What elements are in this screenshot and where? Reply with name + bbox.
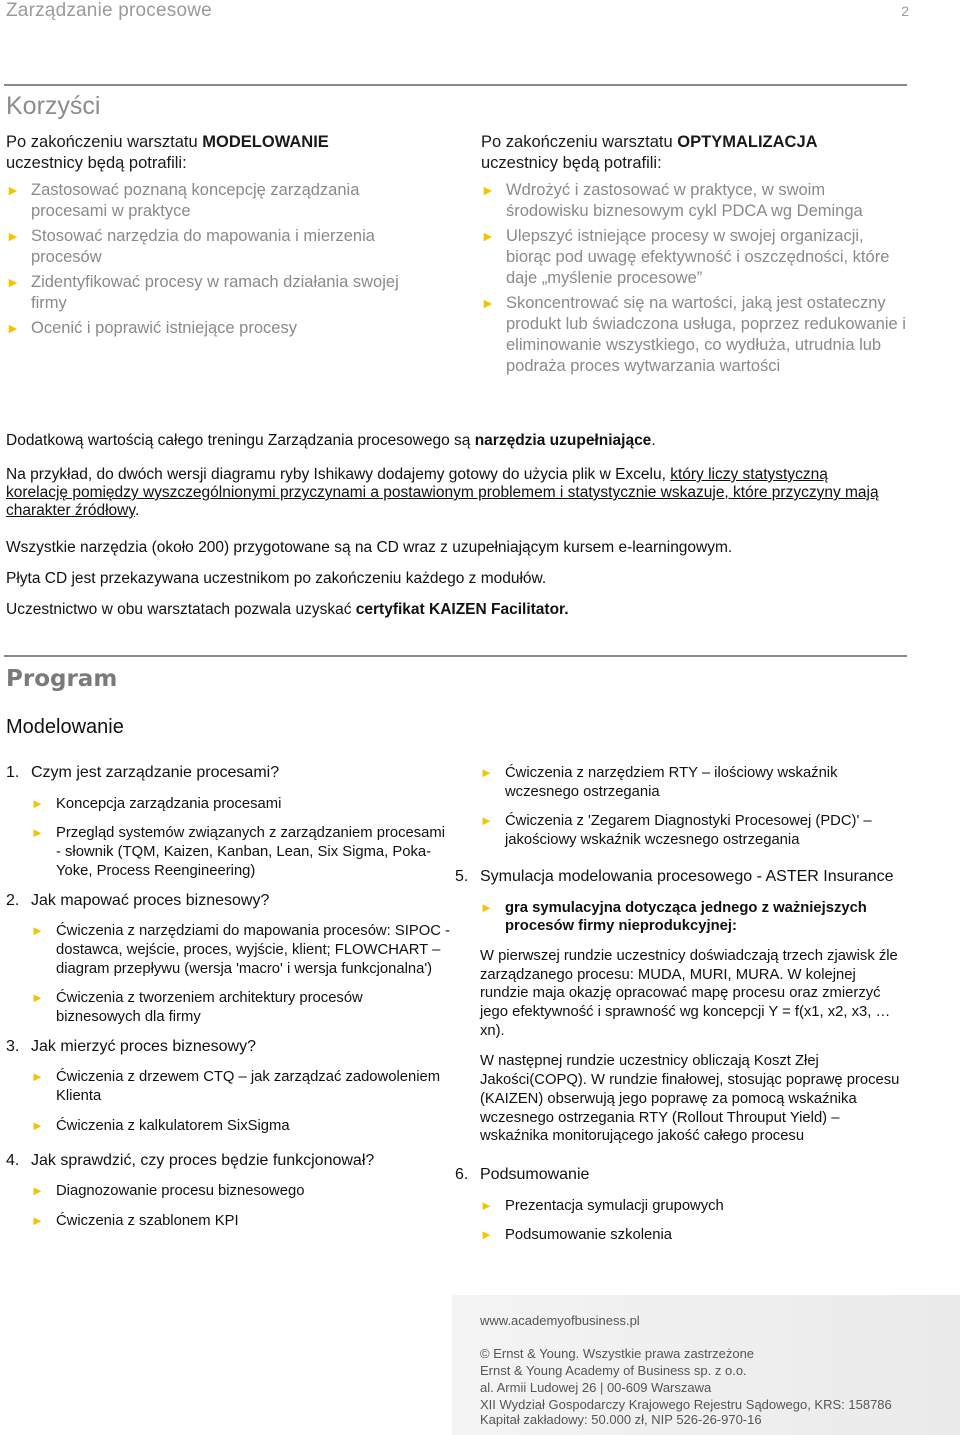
list-item: ► Podsumowanie szkolenia <box>480 1227 672 1244</box>
program-subtitle: Modelowanie <box>6 716 124 738</box>
list-item: ► Ćwiczenia z tworzeniem architektury procesów biznesowych dla firmy <box>31 990 363 1026</box>
list-item: ► Przegląd systemów związanych z zarządzaniem procesami - słownik (TQM, Kaizen, Kanban, Lean, Six Sigma, Poka-Yoke, Process Reengineering) <box>31 825 445 879</box>
program-section-2: 2. Jak mapować proces biznesowy? <box>6 891 270 909</box>
bullet-arrow-icon: ► <box>31 795 44 811</box>
bullet-arrow-icon: ► <box>31 1117 44 1133</box>
footer-registry: XII Wydział Gospodarczy Krajowego Rejestru Sądowego, KRS: 158786 Kapitał zakładowy: 50.000 zł, NIP 526-26-970-16 <box>480 1397 892 1427</box>
bullet-arrow-icon: ► <box>481 228 495 244</box>
list-item: ► Wdrożyć i zastosować w praktyce, w swoim środowisku biznesowym cykl PDCA wg Deminga <box>481 181 863 220</box>
benefits-right-lead: Po zakończeniu warsztatu OPTYMALIZACJA uczestnicy będą potrafili: <box>481 133 818 172</box>
benefits-modelowanie <box>6 132 416 343</box>
simulation-description-2: W następnej rundzie uczestnicy obliczają Koszt Złej Jakości(COPQ). W rundzie finałowej, stosując poprawę procesu (KAIZEN) obserwują jego poprawę za pomocą wskaźnika wczesnego ostrzegania RTY (Rollout Throuput Yield) – wskaźnika monitorującego jakość całego procesu <box>480 1053 900 1145</box>
paragraph-cd-tools: Wszystkie narzędzia (około 200) przygotowane są na CD wraz z uzupełniającym kursem e-learningowym. <box>6 539 733 556</box>
bullet-arrow-icon: ► <box>31 990 44 1006</box>
bullet-arrow-icon: ► <box>31 1183 44 1199</box>
program-section-3: 3. Jak mierzyć proces biznesowy? <box>6 1037 256 1055</box>
bullet-arrow-icon: ► <box>31 923 44 939</box>
list-item: ► Ćwiczenia z narzędziami do mapowania procesów: SIPOC -dostawca, wejście, proces, wyjście, klient; FLOWCHART – diagram przepływu (wersja 'macro' i wersja funkcjonalna') <box>31 923 450 977</box>
list-item: ► Koncepcja zarządzania procesami <box>31 795 282 812</box>
list-item: ► Ćwiczenia z drzewem CTQ – jak zarządzać zadowoleniem Klienta <box>31 1069 441 1105</box>
list-item: ► Ocenić i poprawić istniejące procesy <box>6 319 297 337</box>
list-item: ► Diagnozowanie procesu biznesowego <box>31 1183 305 1200</box>
list-item: ► Ulepszyć istniejące procesy w swojej organizacji, biorąc pod uwagę efektywność i oszczędności, które daje „myślenie procesowe” <box>481 227 890 287</box>
document-header-title: Zarządzanie procesowe <box>6 0 212 21</box>
section-divider <box>4 655 907 657</box>
program-section-4: 4. Jak sprawdzić, czy proces będzie funkcjonował? <box>6 1151 375 1169</box>
list-item: ► Stosować narzędzia do mapowania i mierzenia procesów <box>6 227 375 266</box>
benefits-optymalizacja <box>481 132 911 381</box>
list-item: ► Zastosować poznaną koncepcję zarządzania procesami w praktyce <box>6 181 360 220</box>
program-section-5: 5. Symulacja modelowania procesowego - ASTER Insurance <box>455 867 894 885</box>
section-divider <box>4 84 907 86</box>
list-item: ► Ćwiczenia z szablonem KPI <box>31 1212 239 1229</box>
simulation-description-1: W pierwszej rundzie uczestnicy doświadczają trzech zjawisk źle zarządzanego procesu: MUDA, MURI, MURA. W kolejnej rundzie maja okazję opracować mapę procesu oraz zmierzyć jego efektywność i sprawność wg koncepcji Y = f(x1, x2, x3, … xn). <box>480 947 898 1039</box>
bullet-arrow-icon: ► <box>6 182 20 198</box>
paragraph-cd-delivery: Płyta CD jest przekazywana uczestnikom po zakończeniu każdego z modułów. <box>6 570 547 587</box>
bullet-arrow-icon: ► <box>480 1227 493 1243</box>
paragraph-ishikawa: Na przykład, do dwóch wersji diagramu ryby Ishikawy dodajemy gotowy do użycia plik w Excelu, który liczy statystyczną korelację pomiędzy wyszczególnionymi przyczynami a postawionym problemem i statystycznie wskazuje, które przyczyny mają charakter źródłowy. <box>6 466 879 519</box>
benefits-title: Korzyści <box>6 92 101 120</box>
footer-copyright: © Ernst & Young. Wszystkie prawa zastrzeżone <box>480 1346 755 1361</box>
bullet-arrow-icon: ► <box>31 1069 44 1085</box>
bullet-arrow-icon: ► <box>31 825 44 841</box>
benefits-left-lead: Po zakończeniu warsztatu MODELOWANIE uczestnicy będą potrafili: <box>6 133 329 172</box>
footer-company: Ernst & Young Academy of Business sp. z o.o. <box>480 1363 747 1378</box>
bullet-arrow-icon: ► <box>6 274 20 290</box>
bullet-arrow-icon: ► <box>481 295 495 311</box>
bullet-arrow-icon: ► <box>480 1197 493 1213</box>
bullet-arrow-icon: ► <box>480 813 493 829</box>
list-item: ► Ćwiczenia z 'Zegarem Diagnostyki Procesowej (PDC)' – jakościowy wskaźnik wczesnego ostrzegania <box>480 813 872 849</box>
bullet-arrow-icon: ► <box>481 182 495 198</box>
bullet-arrow-icon: ► <box>6 320 20 336</box>
bullet-arrow-icon: ► <box>480 765 493 780</box>
list-item: ► Ćwiczenia z narzędziem RTY – ilościowy wskaźnik wczesnego ostrzegania <box>480 765 838 800</box>
program-left-column <box>6 764 451 1242</box>
program-right-column <box>455 764 905 1256</box>
program-section-6: 6. Podsumowanie <box>455 1165 590 1183</box>
footer-address: al. Armii Ludowej 26 | 00-609 Warszawa <box>480 1380 712 1395</box>
list-item: ► gra symulacyjna dotycząca jednego z ważniejszych procesów firmy nieprodukcyjnej: <box>480 899 867 935</box>
paragraph-certificate: Uczestnictwo w obu warsztatach pozwala uzyskać certyfikat KAIZEN Facilitator. <box>6 601 569 618</box>
bullet-arrow-icon: ► <box>480 899 493 915</box>
list-item: ► Prezentacja symulacji grupowych <box>480 1197 724 1214</box>
list-item: ► Skoncentrować się na wartości, jaką jest ostateczny produkt lub świadczona usługa, poprzez redukowanie i eliminowanie wszystkiego, co wydłuża, utrudnia lub podraża proces wytwarzania wartości <box>481 294 906 375</box>
list-item: ► Ćwiczenia z kalkulatorem SixSigma <box>31 1117 290 1134</box>
page-number: 2 <box>901 3 909 19</box>
list-item: ► Zidentyfikować procesy w ramach działania swojej firmy <box>6 273 399 312</box>
bullet-arrow-icon: ► <box>6 228 20 244</box>
program-title: Program <box>6 666 118 692</box>
footer-url[interactable]: www.academyofbusiness.pl <box>480 1313 640 1328</box>
paragraph-tools: Dodatkową wartością całego treningu Zarządzania procesowego są narzędzia uzupełniające. <box>6 432 656 449</box>
bullet-arrow-icon: ► <box>31 1212 44 1228</box>
program-section-1: 1. Czym jest zarządzanie procesami? <box>6 764 280 781</box>
